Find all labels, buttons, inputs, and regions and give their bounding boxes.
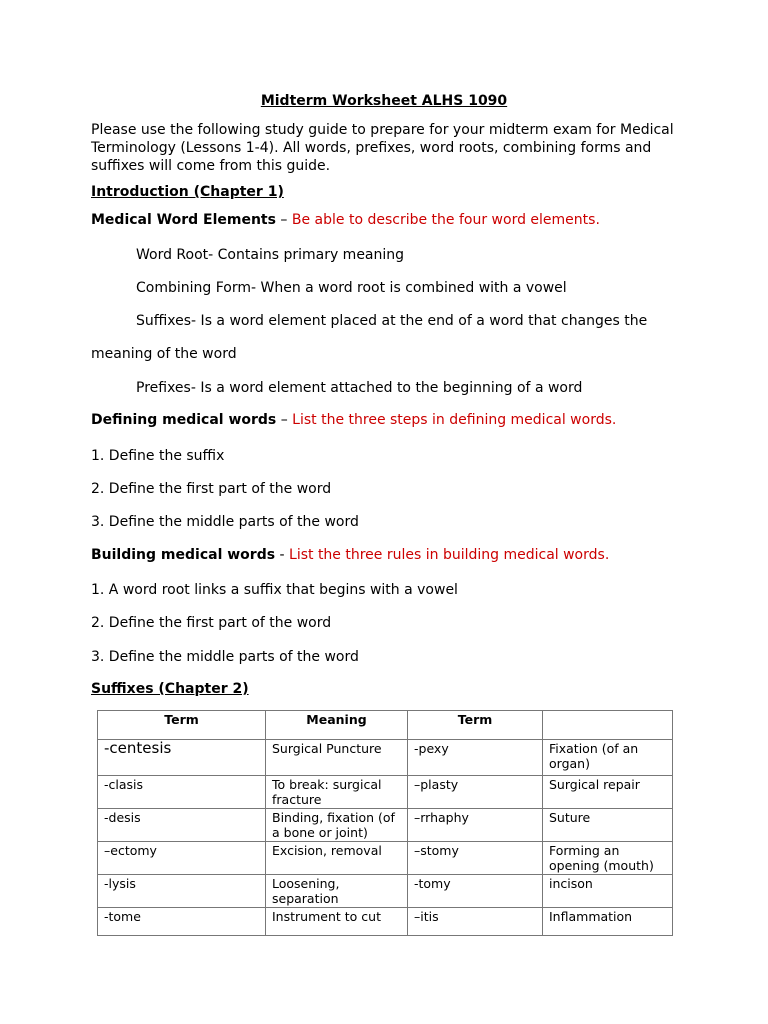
word-element-item: Suffixes- Is a word element placed at the end of a word that changes the — [136, 313, 648, 329]
table-cell: Surgical repair — [543, 776, 673, 809]
table-row — [98, 809, 673, 842]
table-cell: -pexy — [408, 740, 543, 776]
table-row — [98, 842, 673, 875]
table-cell: To break: surgical fracture — [266, 776, 408, 809]
table-cell: Instrument to cut — [266, 908, 408, 936]
table-cell: -lysis — [98, 875, 266, 908]
table-header-row — [98, 711, 673, 740]
table-cell: Fixation (of an organ) — [543, 740, 673, 776]
word-elements-separator: – — [275, 212, 292, 228]
table-row — [98, 875, 673, 908]
word-elements-instruction: Be able to describe the four word elements. — [291, 212, 600, 228]
building-heading-line — [91, 547, 609, 563]
table-cell: Forming an opening (mouth) — [543, 842, 673, 875]
table-cell: Excision, removal — [266, 842, 408, 875]
table-cell: –ectomy — [98, 842, 266, 875]
building-instruction: List the three rules in building medical words. — [289, 547, 610, 563]
defining-step: 3. Define the middle parts of the word — [91, 514, 359, 530]
defining-instruction: List the three steps in defining medical words. — [292, 412, 617, 428]
table-cell: -tome — [98, 908, 266, 936]
table-cell: –rrhaphy — [408, 809, 543, 842]
section-heading-introduction: Introduction (Chapter 1) — [91, 184, 284, 200]
table-cell: Inflammation — [543, 908, 673, 936]
defining-heading-line — [91, 412, 616, 428]
table-cell: –stomy — [408, 842, 543, 875]
header-term: Term — [98, 711, 266, 740]
header-term-2: Term — [408, 711, 543, 740]
table-cell: -tomy — [408, 875, 543, 908]
table-cell: -clasis — [98, 776, 266, 809]
word-element-item: Word Root- Contains primary meaning — [136, 247, 405, 263]
word-element-item: Prefixes- Is a word element attached to the beginning of a word — [136, 380, 583, 396]
building-separator: - — [275, 547, 290, 563]
table-cell: Binding, fixation (of a bone or joint) — [266, 809, 408, 842]
intro-paragraph: Please use the following study guide to prepare for your midterm exam for Medical Terminology (Lessons 1-4). All words, prefixes, word roots, combining forms and suffixes will come from this guide. — [91, 122, 674, 174]
defining-separator: – — [276, 412, 293, 428]
page-title: Midterm Worksheet ALHS 1090 — [260, 93, 508, 109]
defining-step: 1. Define the suffix — [91, 448, 225, 464]
word-elements-heading: Medical Word Elements — [91, 212, 276, 228]
table-cell: –plasty — [408, 776, 543, 809]
table-cell: incison — [543, 875, 673, 908]
table-cell: Suture — [543, 809, 673, 842]
building-rule: 3. Define the middle parts of the word — [91, 649, 359, 665]
suffix-table — [97, 710, 673, 936]
word-element-item-continued: meaning of the word — [91, 346, 237, 362]
defining-step: 2. Define the first part of the word — [91, 481, 332, 497]
table-cell: Loosening, separation — [266, 875, 408, 908]
table-row — [98, 776, 673, 809]
building-heading: Building medical words — [91, 547, 276, 563]
defining-heading: Defining medical words — [91, 412, 277, 428]
table-cell: Surgical Puncture — [266, 740, 408, 776]
table-row — [98, 908, 673, 936]
section-heading-suffixes: Suffixes (Chapter 2) — [91, 681, 249, 697]
building-rule: 1. A word root links a suffix that begins with a vowel — [91, 582, 458, 598]
header-meaning-2 — [543, 711, 673, 740]
word-elements-heading-line — [91, 212, 600, 228]
table-cell: -centesis — [98, 740, 266, 776]
table-row — [98, 740, 673, 776]
table-cell: -desis — [98, 809, 266, 842]
word-element-item: Combining Form- When a word root is combined with a vowel — [136, 280, 567, 296]
table-cell: –itis — [408, 908, 543, 936]
header-meaning: Meaning — [266, 711, 408, 740]
building-rule: 2. Define the first part of the word — [91, 615, 332, 631]
